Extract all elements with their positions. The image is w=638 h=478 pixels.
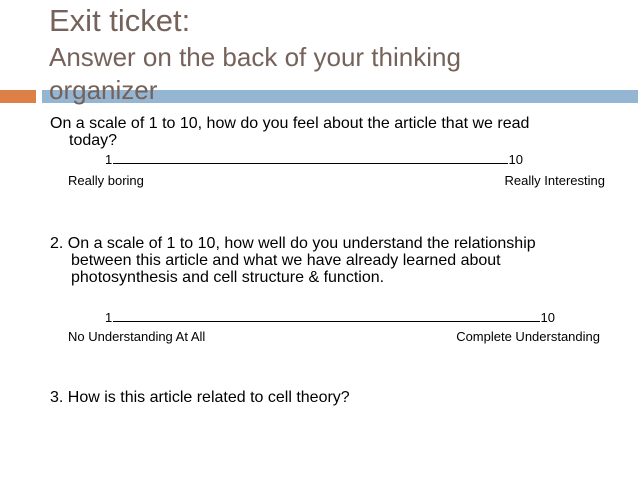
question-1-scale [105, 152, 523, 168]
question-2-scale [105, 310, 555, 326]
slide-subtitle-line-2: organizer [49, 75, 158, 105]
question-1-text-cont: today? [69, 132, 118, 149]
question-1-scale-line [113, 152, 507, 164]
question-2-scale-high-label: Complete Understanding [456, 329, 600, 344]
accent-bar-orange [0, 90, 36, 103]
question-2-text: 2. On a scale of 1 to 10, how well do you understand the relationship [50, 235, 536, 252]
question-3-text: 3. How is this article related to cell theory? [50, 389, 350, 406]
question-2-scale-max: 10 [540, 310, 555, 325]
question-2-scale-line [113, 310, 539, 322]
question-2-scale-min: 1 [105, 310, 113, 325]
question-1-scale-low-label: Really boring [68, 173, 144, 188]
question-2-text-cont-2: photosynthesis and cell structure & function. [71, 269, 385, 286]
question-1-text: On a scale of 1 to 10, how do you feel about the article that we read [50, 115, 530, 132]
slide-subtitle-line-1: Answer on the back of your thinking [49, 42, 461, 72]
question-1-scale-max: 10 [508, 152, 523, 167]
question-1-scale-min: 1 [105, 152, 113, 167]
question-2-scale-low-label: No Understanding At All [68, 329, 206, 344]
slide-title: Exit ticket: [49, 3, 191, 38]
question-2-text-cont-1: between this article and what we have already learned about [71, 252, 501, 269]
question-1-scale-high-label: Really Interesting [504, 173, 605, 188]
